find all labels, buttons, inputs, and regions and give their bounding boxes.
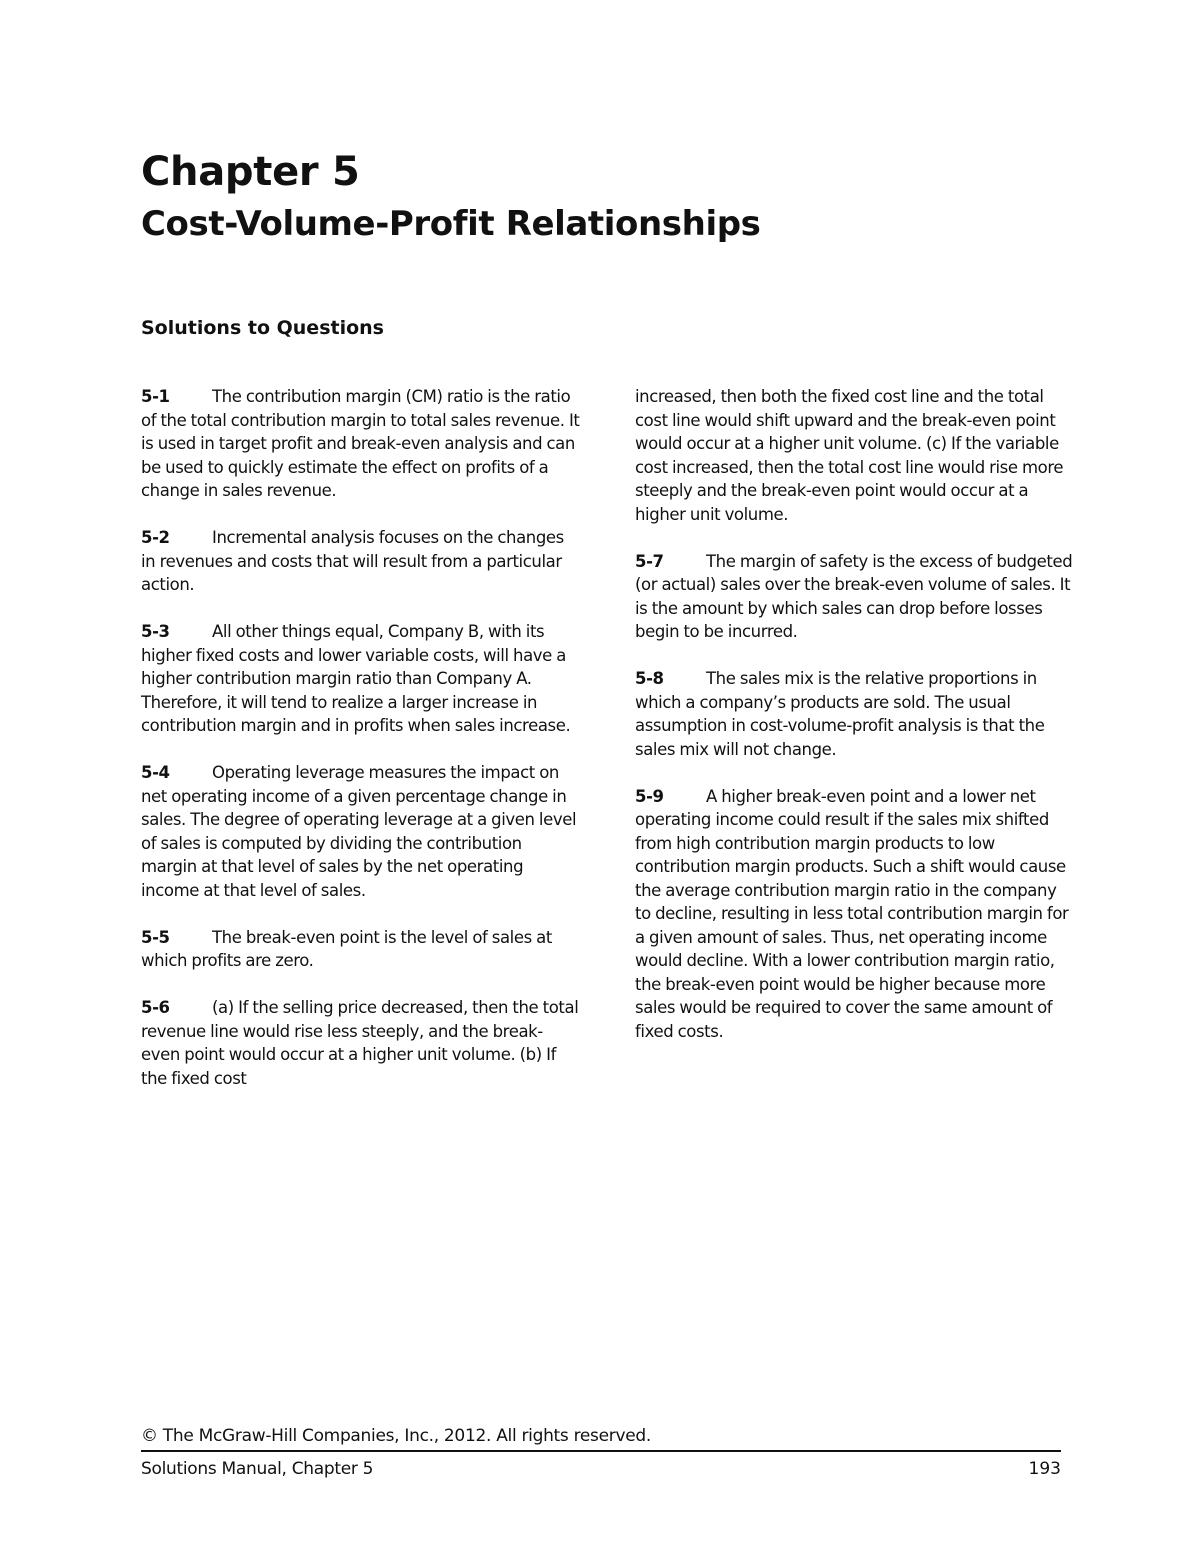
question-text: Operating leverage measures the impact on net operating income of a given percentage change in sales. The degree of operating leverage at a given level of sales is computed by dividing the contribution margin at that level of sales by the net operating income at that level of sales. (141, 763, 577, 900)
question-number: 5-1 (141, 387, 170, 406)
question-5-6-continued (635, 385, 1075, 526)
question-text: The sales mix is the relative proportions in which a company’s products are sold. The usual assumption in cost-volume-profit analysis is that the sales mix will not change. (635, 669, 1045, 759)
question-text: A higher break-even point and a lower net operating income could result if the sales mix shifted from high contribution margin products to low contribution margin products. Such a shift would cause the average contribution margin ratio in the company to decline, resulting in less total contribution margin for a given amount of sales. Thus, net operating income would decline. With a lower contribution margin ratio, the break-even point would be higher because more sales would be required to cover the same amount of fixed costs. (635, 786, 1069, 1041)
chapter-subtitle: Cost-Volume-Profit Relationships (141, 204, 761, 244)
question-number: 5-4 (141, 763, 170, 782)
question-number: 5-2 (141, 528, 170, 547)
question-text: The contribution margin (CM) ratio is the ratio of the total contribution margin to total sales revenue. It is used in target profit and break-even analysis and can be used to quickly estimate the effect on profits of a change in sales revenue. (141, 387, 580, 500)
right-column (635, 385, 1075, 1067)
copyright-notice: © The McGraw-Hill Companies, Inc., 2012. All rights reserved. (141, 1426, 651, 1446)
footer-divider (141, 1450, 1061, 1452)
question-text: The margin of safety is the excess of budgeted (or actual) sales over the break-even volume of sales. It is the amount by which sales can drop before losses begin to be incurred. (635, 551, 1073, 641)
question-text: The break-even point is the level of sales at which profits are zero. (141, 927, 552, 970)
question-number: 5-6 (141, 998, 170, 1017)
question-5-8 (635, 667, 1075, 761)
question-text: All other things equal, Company B, with its higher fixed costs and lower variable costs, will have a higher contribution margin ratio than Company A. Therefore, it will tend to realize a larger increase in contribution margin and in profits when sales increase. (141, 622, 571, 735)
question-number: 5-9 (635, 786, 664, 806)
question-text: Incremental analysis focuses on the changes in revenues and costs that will result from a particular action. (141, 528, 564, 594)
question-5-2 (141, 526, 581, 597)
question-5-6 (141, 996, 581, 1090)
section-heading: Solutions to Questions (141, 317, 384, 339)
question-number: 5-3 (141, 622, 170, 641)
question-text-continued: increased, then both the fixed cost line and the total cost line would shift upward and the break-even point would occur at a higher unit volume. (c) If the variable cost increased, then the total cost line would rise more steeply and the break-even point would occur at a higher unit volume. (635, 387, 1064, 524)
question-5-3 (141, 620, 581, 738)
question-number: 5-7 (635, 551, 664, 571)
question-text: (a) If the selling price decreased, then the total revenue line would rise less steeply, and the break-even point would occur at a higher unit volume. (b) If the fixed cost (141, 998, 579, 1088)
question-5-7 (635, 550, 1075, 644)
page-number: 193 (1028, 1459, 1061, 1479)
footer-manual-label: Solutions Manual, Chapter 5 (141, 1459, 374, 1479)
chapter-title: Chapter 5 (141, 149, 360, 195)
question-5-9 (635, 785, 1075, 1044)
question-number: 5-8 (635, 669, 664, 688)
left-column (141, 385, 581, 1114)
question-5-5 (141, 926, 581, 973)
question-5-4 (141, 761, 581, 902)
question-5-1 (141, 385, 581, 503)
question-number: 5-5 (141, 927, 170, 947)
